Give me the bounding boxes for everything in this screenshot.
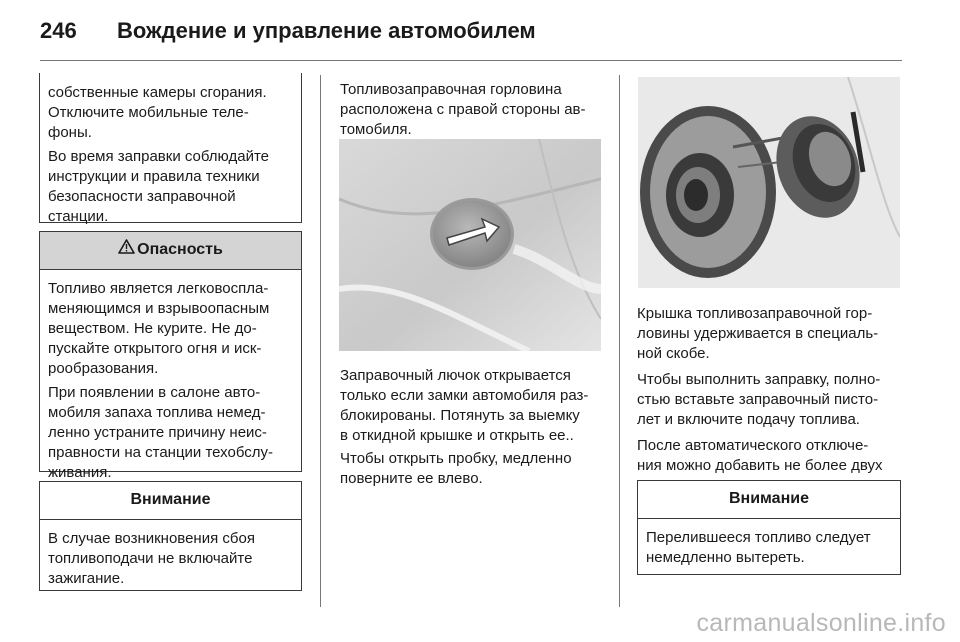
auto-stop-paragraph: После автоматического отключе- ния можно добавить не более двух <box>637 437 883 474</box>
caution-box <box>39 481 302 591</box>
note-paragraph: Во время заправки соблюдайте инструкции и правила техники безопасности заправочной станции. <box>48 148 269 225</box>
cap-holder-paragraph: Крышка топливозаправочной гор- ловины удерживается в специаль- ной скобе. <box>637 305 879 362</box>
danger-title: Опасность <box>137 241 223 259</box>
caution-paragraph: Перелившееся топливо следует немедленно вытереть. <box>646 529 871 566</box>
column-divider <box>320 75 321 607</box>
caution-box <box>637 480 901 575</box>
fuel-cap-illustration <box>638 77 900 288</box>
column-divider <box>619 75 620 607</box>
warning-triangle-icon <box>118 232 135 268</box>
fuel-door-illustration <box>339 139 601 351</box>
danger-box <box>39 231 302 481</box>
header-divider <box>40 60 902 61</box>
intro-paragraph: Топливозаправочная горловина расположена с правой стороны ав- томобиля. <box>340 81 586 138</box>
note-box <box>39 73 302 223</box>
caution-header: Внимание <box>40 482 301 520</box>
open-cap-paragraph: Чтобы открыть пробку, медленно поверните ее влево. <box>340 450 572 487</box>
danger-paragraph: Топливо является легковоспла- меняющимся и взрывоопасным веществом. Не курите. Не до- пускайте открытого огня и иск- рообразования. <box>48 280 270 377</box>
page-number: 246 <box>40 18 77 43</box>
caution-paragraph: В случае возникновения сбоя топливоподачи не включайте зажигание. <box>48 530 255 587</box>
fuel-door-paragraph: Заправочный лючок открывается только если замки автомобиля раз- блокированы. Потянуть за выемку в откидной крышке и открыть ее.. <box>340 367 589 444</box>
page-title: Вождение и управление автомобилем <box>117 18 536 43</box>
caution-header: Внимание <box>638 481 900 519</box>
note-paragraph: собственные камеры сгорания. Отключите мобильные теле- фоны. <box>48 84 267 141</box>
danger-header <box>40 232 301 270</box>
watermark: carmanualsonline.info <box>696 609 946 637</box>
danger-paragraph: При появлении в салоне авто- мобиля запаха топлива немед- ленно устраните причину неис- правности на станции техобслу- живания. <box>48 384 274 481</box>
refuel-paragraph: Чтобы выполнить заправку, полно- стью вставьте заправочный писто- лет и включите подачу топлива. <box>637 371 881 428</box>
